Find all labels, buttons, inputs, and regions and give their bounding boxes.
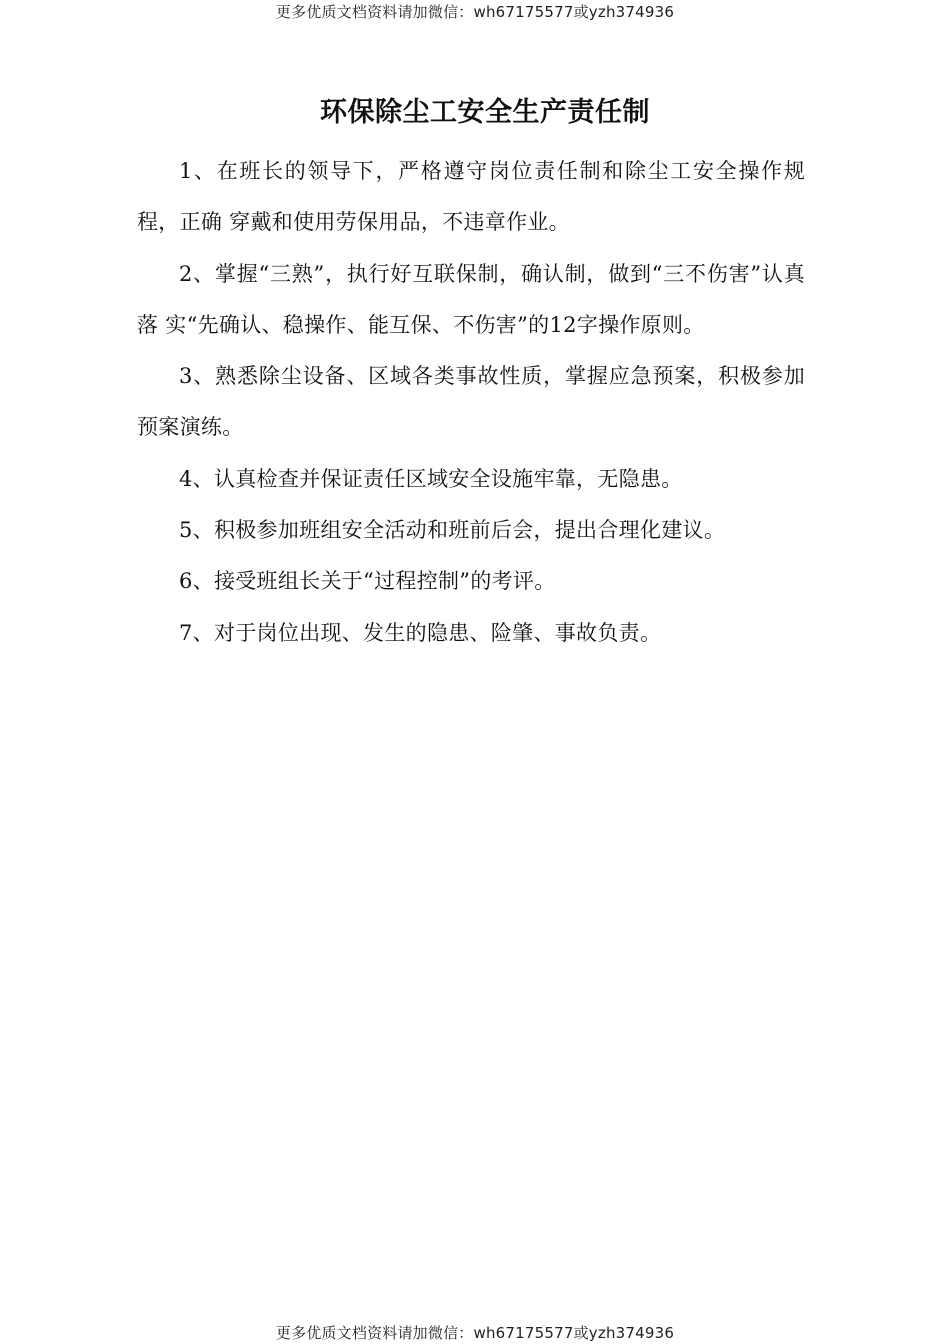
paragraph-1: 1、在班长的领导下，严格遵守岗位责任制和除尘工安全操作规程，正确 穿戴和使用劳保用品，不违章作业。 [137,159,805,235]
header-watermark: 更多优质文档资料请加微信：wh67175577或yzh374936 [275,3,675,21]
paragraph-4: 4、认真检查并保证责任区域安全设施牢靠，无隐患。 [179,466,683,491]
footer-watermark: 更多优质文档资料请加微信：wh67175577或yzh374936 [275,1324,675,1342]
paragraph-5: 5、积极参加班组安全活动和班前后会，提出合理化建议。 [179,518,726,543]
paragraph-7: 7、对于岗位出现、发生的隐患、险肇、事故负责。 [179,620,662,645]
document-body [137,146,805,659]
paragraph-6: 6、接受班组长关于“过程控制”的考评。 [179,569,556,594]
document-title: 环保除尘工安全生产责任制 [320,97,650,128]
paragraph-3: 3、熟悉除尘设备、区域各类事故性质，掌握应急预案，积极参加预案演练。 [137,364,805,440]
paragraph-2: 2、掌握“三熟”，执行好互联保制，确认制，做到“三不伤害”认真落 实“先确认、稳操作、能互保、不伤害”的12字操作原则。 [137,261,805,337]
